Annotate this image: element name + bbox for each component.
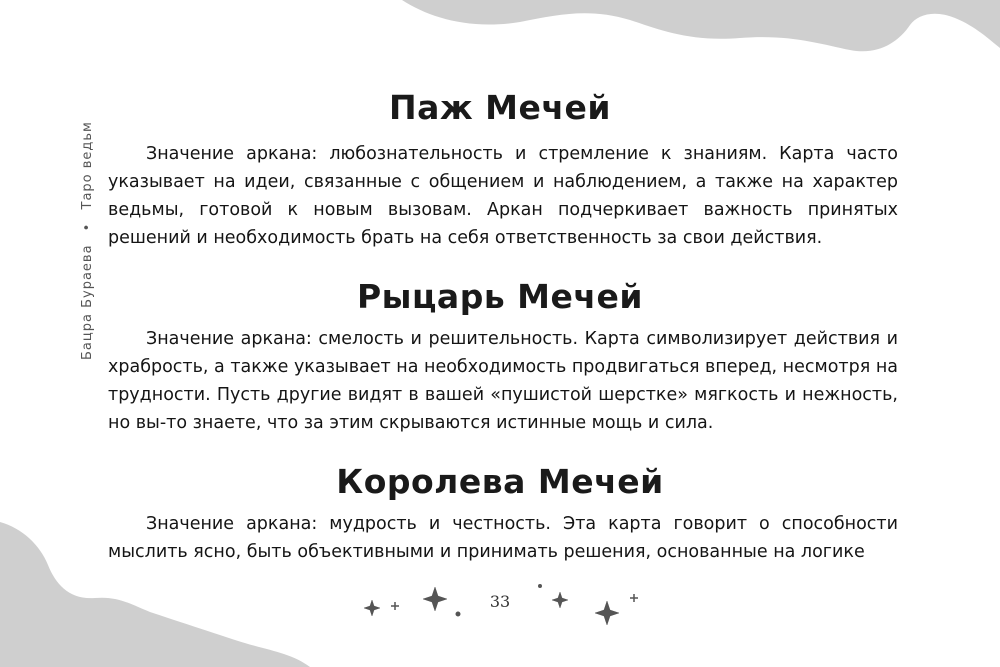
dot-icon: [539, 585, 542, 588]
star-icon: [552, 592, 568, 608]
sparkle-icon: [391, 602, 399, 610]
running-head-author: Бацра Бураева: [80, 244, 95, 360]
section-title-queen-of-swords: Королева Мечей: [336, 462, 664, 501]
top-right-cloud: [402, 0, 1000, 51]
running-head-separator: •: [80, 222, 95, 232]
running-head-book: Таро ведьм: [80, 121, 95, 210]
star-icon: [364, 600, 380, 616]
section-text-knight-of-swords: Значение аркана: смелость и решительность. Карта символизирует действия и храбрость, а также указывает на необходимость продвигаться вперед, несмотря на трудности. Пусть другие видят в вашей «пушистой шерстке» мягкость и нежность, но вы-то знаете, что за этим скрываются истинные мощь и сила.: [108, 329, 898, 433]
dot-icon: [456, 612, 460, 616]
page-number: 33: [489, 592, 511, 611]
section-text-queen-of-swords: Значение аркана: мудрость и честность. Эта карта говорит о способности мыслить ясно, быть объективными и принимать решения, основанные на логике: [108, 514, 898, 562]
sparkle-icon: [630, 594, 638, 602]
running-head: [80, 121, 95, 360]
section-text-page-of-swords: Значение аркана: любознательность и стремление к знаниям. Карта часто указывает на идеи, связанные с общением и наблюдением, а также на характер ведьмы, готовой к новым вызовам. Аркан подчеркивает важность принятых решений и необходимость брать на себя ответственность за свои действия.: [108, 144, 898, 248]
section-title-knight-of-swords: Рыцарь Мечей: [356, 277, 644, 316]
star-icon: [595, 601, 619, 625]
star-icon: [423, 587, 447, 611]
section-title-page-of-swords: Паж Мечей: [388, 88, 612, 127]
